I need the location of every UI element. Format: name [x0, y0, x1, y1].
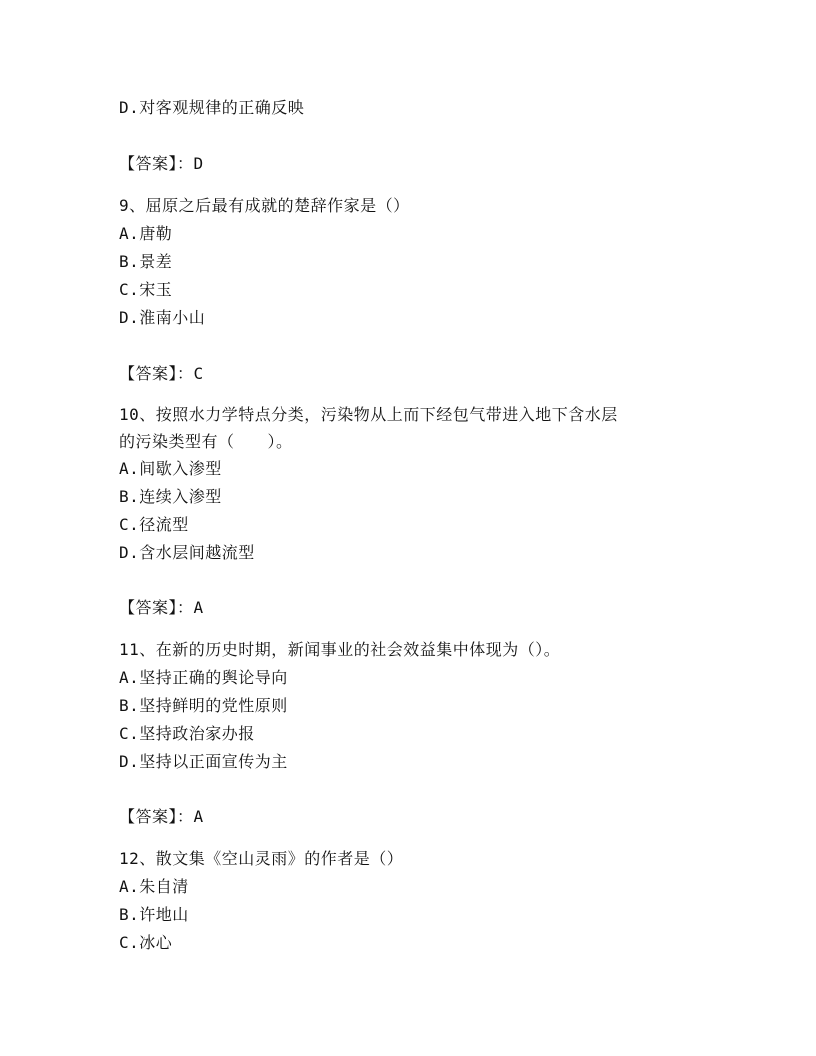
question-9-option-c: C.宋玉	[119, 280, 173, 299]
answer-line: 【答案】：D	[119, 154, 204, 173]
question-9-option-a: A.唐勒	[119, 224, 173, 243]
question-11-answer: 【答案】：A	[119, 807, 204, 826]
question-10-option-d: D.含水层间越流型	[119, 543, 255, 562]
question-11-option-d: D.坚持以正面宣传为主	[119, 752, 288, 771]
question-11-stem: 11、在新的历史时期，新闻事业的社会效益集中体现为（）。	[119, 640, 561, 659]
option-d: D.对客观规律的正确反映	[119, 98, 305, 117]
question-11-option-a: A.坚持正确的舆论导向	[119, 668, 288, 687]
question-10-option-b: B.连续入渗型	[119, 487, 222, 506]
question-9-answer: 【答案】：C	[119, 364, 204, 383]
question-10-stem-line-1: 10、按照水力学特点分类，污染物从上而下经包气带进入地下含水层	[119, 405, 618, 424]
question-10-stem-line-2: 的污染类型有（ ）。	[119, 432, 293, 451]
question-12-option-c: C.冰心	[119, 933, 173, 952]
question-9-option-b: B.景差	[119, 252, 173, 271]
question-9-stem: 9、屈原之后最有成就的楚辞作家是（）	[119, 196, 410, 215]
question-12-stem: 12、散文集《空山灵雨》的作者是（）	[119, 849, 404, 868]
question-12-option-a: A.朱自清	[119, 877, 189, 896]
question-12-option-b: B.许地山	[119, 905, 189, 924]
question-11-option-b: B.坚持鲜明的党性原则	[119, 696, 288, 715]
question-10-option-c: C.径流型	[119, 515, 189, 534]
question-10-option-a: A.间歇入渗型	[119, 459, 222, 478]
question-10-answer: 【答案】：A	[119, 598, 204, 617]
question-11-option-c: C.坚持政治家办报	[119, 724, 255, 743]
question-9-option-d: D.淮南小山	[119, 308, 206, 327]
